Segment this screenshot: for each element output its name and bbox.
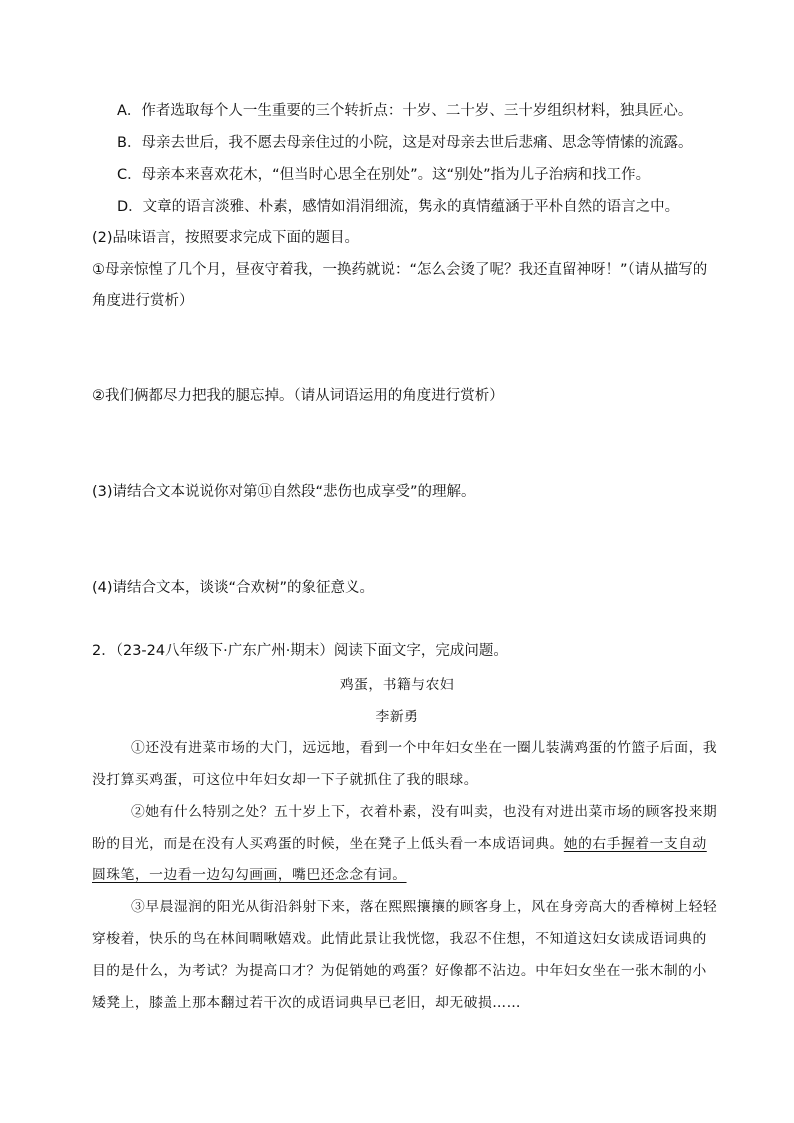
paragraph-2-line-2 bbox=[92, 834, 707, 854]
option-b: B．母亲去世后，我不愿去母亲住过的小院，这是对母亲去世后悲痛、思念等情愫的流露。 bbox=[117, 135, 693, 151]
paragraph-2-line-1: ②她有什么特别之处？五十岁上下，衣着朴素，没有叫卖，也没有对进出菜市场的顾客投来期 bbox=[131, 804, 718, 820]
paragraph-2-line-2-text: 盼的目光，而是在没有人买鸡蛋的时候，坐在凳子上低头看一本成语词典。 bbox=[92, 836, 564, 852]
underlined-sentence-end: 圆珠笔，一边看一边勾勾画画，嘴巴还念念有词。 bbox=[92, 867, 407, 883]
question-4: (4)请结合文本，谈谈“合欢树”的象征意义。 bbox=[92, 580, 375, 596]
paragraph-1-line-2: 没打算买鸡蛋，可这位中年妇女却一下子就抓住了我的眼球。 bbox=[92, 772, 479, 788]
paragraph-1-line-1: ①还没有进菜市场的大门，远远地，看到一个中年妇女坐在一圈儿装满鸡蛋的竹篮子后面，我 bbox=[131, 740, 718, 756]
paragraph-3-line-3: 目的是什么，为考试？为提高口才？为促销她的鸡蛋？好像都不沾边。中年妇女坐在一张木制的小 bbox=[92, 963, 707, 979]
problem-2-header: 2．（23-24八年级下·广东广州·期末）阅读下面文字，完成问题。 bbox=[92, 643, 508, 659]
question-2-sub2: ②我们俩都尽力把我的腿忘掉。（请从词语运用的角度进行赏析） bbox=[92, 388, 504, 404]
underlined-sentence-start: 她的右手握着一支自动 bbox=[563, 836, 707, 852]
passage-title: 鸡蛋，书籍与农妇 bbox=[339, 677, 455, 693]
option-d: D．文章的语言淡雅、朴素，感情如涓涓细流，隽永的真情蕴涵于平朴自然的语言之中。 bbox=[117, 199, 680, 215]
question-3: (3)请结合文本说说你对第⑪自然段“悲伤也成享受”的理解。 bbox=[92, 484, 476, 500]
question-2-sub1-line1: ①母亲惊惶了几个月，昼夜守着我，一换药就说：“怎么会烫了呢？我还直留神呀！”（请从描写的 bbox=[92, 262, 708, 278]
question-2-sub1-line2: 角度进行赏析） bbox=[92, 293, 194, 309]
question-2-title: (2)品味语言，按照要求完成下面的题目。 bbox=[92, 230, 360, 246]
passage-author: 李新勇 bbox=[375, 709, 419, 725]
paragraph-3-line-1: ③早晨湿润的阳光从街沿斜射下来，落在熙熙攘攘的顾客身上，风在身旁高大的香樟树上轻轻 bbox=[131, 899, 718, 915]
paragraph-3-line-4: 矮凳上，膝盖上那本翻过若干次的成语词典早已老旧，却无破损…… bbox=[92, 995, 521, 1011]
paragraph-3-line-2: 穿梭着，快乐的鸟在林间啁啾嬉戏。此情此景让我恍惚，我忍不住想，不知道这妇女读成语词典的 bbox=[92, 931, 707, 947]
option-a: A．作者选取每个人一生重要的三个转折点：十岁、二十岁、三十岁组织材料，独具匠心。 bbox=[117, 103, 693, 119]
option-c: C．母亲本来喜欢花木，“但当时心思全在别处”。这“别处”指为儿子治病和找工作。 bbox=[117, 167, 651, 183]
